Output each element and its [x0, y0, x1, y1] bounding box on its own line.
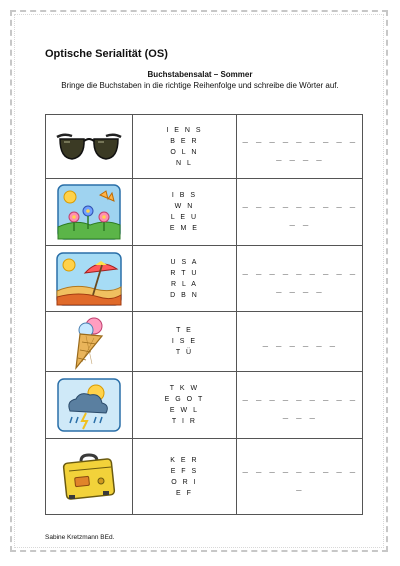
- letter-line: I B S: [171, 192, 198, 199]
- table-row: [46, 372, 363, 439]
- answer-line: _ _ _ _ _ _ _ _ _ _: [242, 464, 357, 493]
- letter-line: K E R: [170, 456, 199, 464]
- letter-line: B E R: [170, 137, 199, 145]
- answer-line: _ _ _ _ _ _ _ _ _ _ _: [242, 200, 357, 228]
- picture-cell: [46, 246, 133, 312]
- table-row: [46, 439, 363, 515]
- table-row: [46, 115, 363, 179]
- letter-line: E F S: [170, 467, 199, 475]
- thunderstorm-icon: [56, 377, 122, 433]
- letter-line: L E U: [170, 214, 199, 221]
- table-row: [46, 179, 363, 246]
- letter-line: I E N S: [166, 126, 203, 134]
- answer-line: _ _ _ _ _ _: [262, 338, 337, 349]
- worksheet-subtitle: Buchstabensalat – Sommer: [147, 70, 253, 79]
- picture-cell: [46, 372, 133, 439]
- picture-cell: [46, 179, 133, 246]
- answer-cell[interactable]: [237, 115, 363, 179]
- ice-cream-icon: [64, 314, 114, 370]
- answer-cell[interactable]: [237, 372, 363, 439]
- letter-line: O L N: [170, 148, 199, 156]
- suitcase-icon: [59, 451, 119, 503]
- letter-line: T Ü: [175, 349, 194, 356]
- letter-line: O R I: [171, 478, 198, 486]
- page-title: Optische Serialität (OS): [45, 48, 168, 60]
- exercise-table: [45, 114, 363, 515]
- sunglasses-icon: [54, 127, 124, 167]
- author-footer: Sabine Kretzmann BEd.: [45, 534, 115, 541]
- picture-cell: [46, 439, 133, 515]
- letter-line: T I R: [171, 418, 197, 425]
- letter-line: U S A: [170, 258, 199, 266]
- picture-cell: [46, 312, 133, 372]
- letter-scramble: [132, 179, 236, 246]
- worksheet-instruction: Bringe die Buchstaben in die richtige Reihenfolge und schreibe die Wörter auf.: [61, 81, 339, 90]
- answer-cell[interactable]: [237, 439, 363, 515]
- answer-cell[interactable]: [237, 246, 363, 312]
- letter-scramble: [132, 372, 236, 439]
- letter-line: W N: [174, 203, 195, 210]
- answer-cell[interactable]: [237, 179, 363, 246]
- letter-line: N L: [175, 159, 193, 167]
- letter-line: D B N: [170, 291, 199, 299]
- letter-scramble: [132, 312, 236, 372]
- letter-line: R L A: [171, 280, 198, 288]
- letter-line: R T U: [170, 269, 199, 277]
- letter-line: E F: [176, 489, 193, 497]
- picture-cell: [46, 115, 133, 179]
- letter-line: I S E: [171, 338, 198, 345]
- table-row: [46, 246, 363, 312]
- beach-umbrella-icon: [55, 251, 123, 307]
- letter-line: T E: [176, 327, 193, 334]
- answer-line: _ _ _ _ _ _ _ _ _ _ _ _ _: [242, 134, 357, 163]
- letter-line: E M E: [169, 225, 199, 232]
- table-row: [46, 312, 363, 372]
- letter-scramble: [132, 246, 236, 312]
- letter-scramble: [132, 439, 236, 515]
- letter-scramble: [132, 115, 236, 179]
- answer-line: _ _ _ _ _ _ _ _ _ _ _ _ _: [242, 266, 357, 295]
- letter-line: T K W: [169, 385, 200, 392]
- letter-line: E G O T: [164, 396, 205, 403]
- letter-line: E W L: [169, 407, 199, 414]
- flower-meadow-icon: [56, 183, 122, 241]
- answer-line: _ _ _ _ _ _ _ _ _ _ _ _: [242, 393, 357, 421]
- answer-cell[interactable]: [237, 312, 363, 372]
